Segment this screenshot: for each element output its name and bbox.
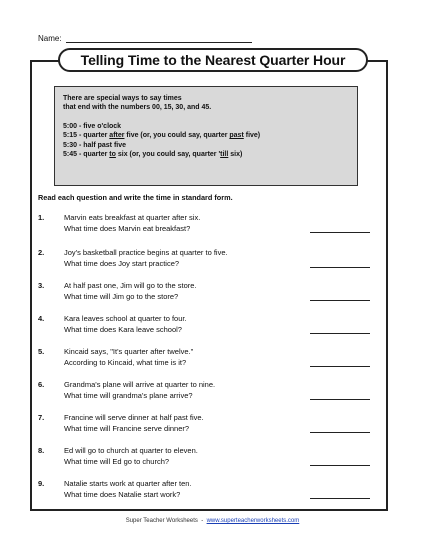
question-text [64, 314, 187, 335]
question-number: 9. [38, 479, 45, 488]
example-text: 5:45 - quarter [63, 151, 110, 159]
footer-separator: - [201, 518, 204, 524]
name-row [38, 34, 252, 43]
answer-blank[interactable] [310, 498, 370, 499]
answer-blank[interactable] [310, 399, 370, 400]
answer-blank[interactable] [310, 267, 370, 268]
info-intro-line: There are special ways to say times [63, 95, 182, 102]
example-text: 5:00 - five o'clock [63, 122, 122, 130]
question-text [64, 446, 198, 467]
worksheet-title: Telling Time to the Nearest Quarter Hour [58, 48, 368, 72]
answer-blank[interactable] [310, 432, 370, 433]
question-text [64, 213, 200, 234]
example-text: five) [243, 132, 261, 140]
question-line: At half past one, Jim will go to the store. [64, 281, 197, 290]
example-underlined: to [109, 151, 116, 159]
question-line: What time does Joy start practice? [64, 258, 180, 268]
question-line: Joy's basketball practice begins at quarter to five. [64, 248, 228, 257]
question-line: What time will Francine serve dinner? [64, 423, 190, 433]
question-number: 4. [38, 314, 45, 323]
question-text [64, 347, 193, 368]
footer-brand: Super Teacher Worksheets [125, 518, 198, 524]
name-field[interactable] [66, 34, 252, 43]
question-number: 2. [38, 248, 45, 257]
question-line: Marvin eats breakfast at quarter after six. [64, 213, 201, 222]
info-intro-line: that end with the numbers 00, 15, 30, and 45. [63, 104, 212, 112]
question-line: What time does Marvin eat breakfast? [64, 223, 191, 233]
example-text: six) [228, 151, 243, 159]
question-line: What time will Ed go to church? [64, 456, 170, 466]
example-line [63, 141, 363, 150]
info-examples [63, 122, 363, 160]
question-line: Natalie starts work at quarter after ten. [64, 479, 192, 488]
example-line [63, 150, 363, 159]
info-intro [63, 94, 363, 113]
question-text [64, 380, 215, 401]
question-line: According to Kincaid, what time is it? [64, 357, 187, 367]
question-text [64, 281, 197, 302]
answer-blank[interactable] [310, 333, 370, 334]
example-text: six (or, you could say, quarter ' [115, 151, 221, 159]
example-line [63, 131, 363, 140]
footer-link[interactable]: www.superteacherworksheets.com [206, 518, 300, 524]
question-number: 6. [38, 380, 45, 389]
example-underlined: till [220, 151, 229, 159]
question-line: What time does Natalie start work? [64, 489, 181, 499]
answer-blank[interactable] [310, 465, 370, 466]
answer-blank[interactable] [310, 366, 370, 367]
question-line: What time does Kara leave school? [64, 324, 182, 334]
question-number: 3. [38, 281, 45, 290]
instructions: Read each question and write the time in standard form. [38, 193, 233, 202]
question-number: 1. [38, 213, 45, 222]
example-text: five (or, you could say, quarter [124, 132, 230, 140]
question-text [64, 248, 228, 269]
question-line: What time will Jim go to the store? [64, 291, 179, 301]
example-underlined: after [109, 132, 125, 140]
example-text: 5:15 - quarter [63, 132, 110, 140]
question-text [64, 479, 192, 500]
question-line: Kincaid says, "It's quarter after twelve." [64, 347, 194, 356]
info-box [54, 86, 358, 186]
example-underlined: past [229, 132, 244, 140]
question-line: Ed will go to church at quarter to eleven. [64, 446, 198, 455]
question-number: 7. [38, 413, 45, 422]
example-text: 5:30 - half past five [63, 141, 127, 149]
example-line [63, 122, 363, 131]
question-line: Grandma's plane will arrive at quarter to nine. [64, 380, 216, 389]
question-number: 8. [38, 446, 45, 455]
question-line: Francine will serve dinner at half past five. [64, 413, 204, 422]
answer-blank[interactable] [310, 232, 370, 233]
name-label: Name: [38, 34, 62, 43]
answer-blank[interactable] [310, 300, 370, 301]
question-line: Kara leaves school at quarter to four. [64, 314, 187, 323]
question-number: 5. [38, 347, 45, 356]
question-text [64, 413, 204, 434]
footer [0, 518, 425, 524]
info-box-content [63, 94, 363, 159]
question-line: What time will grandma's plane arrive? [64, 390, 193, 400]
